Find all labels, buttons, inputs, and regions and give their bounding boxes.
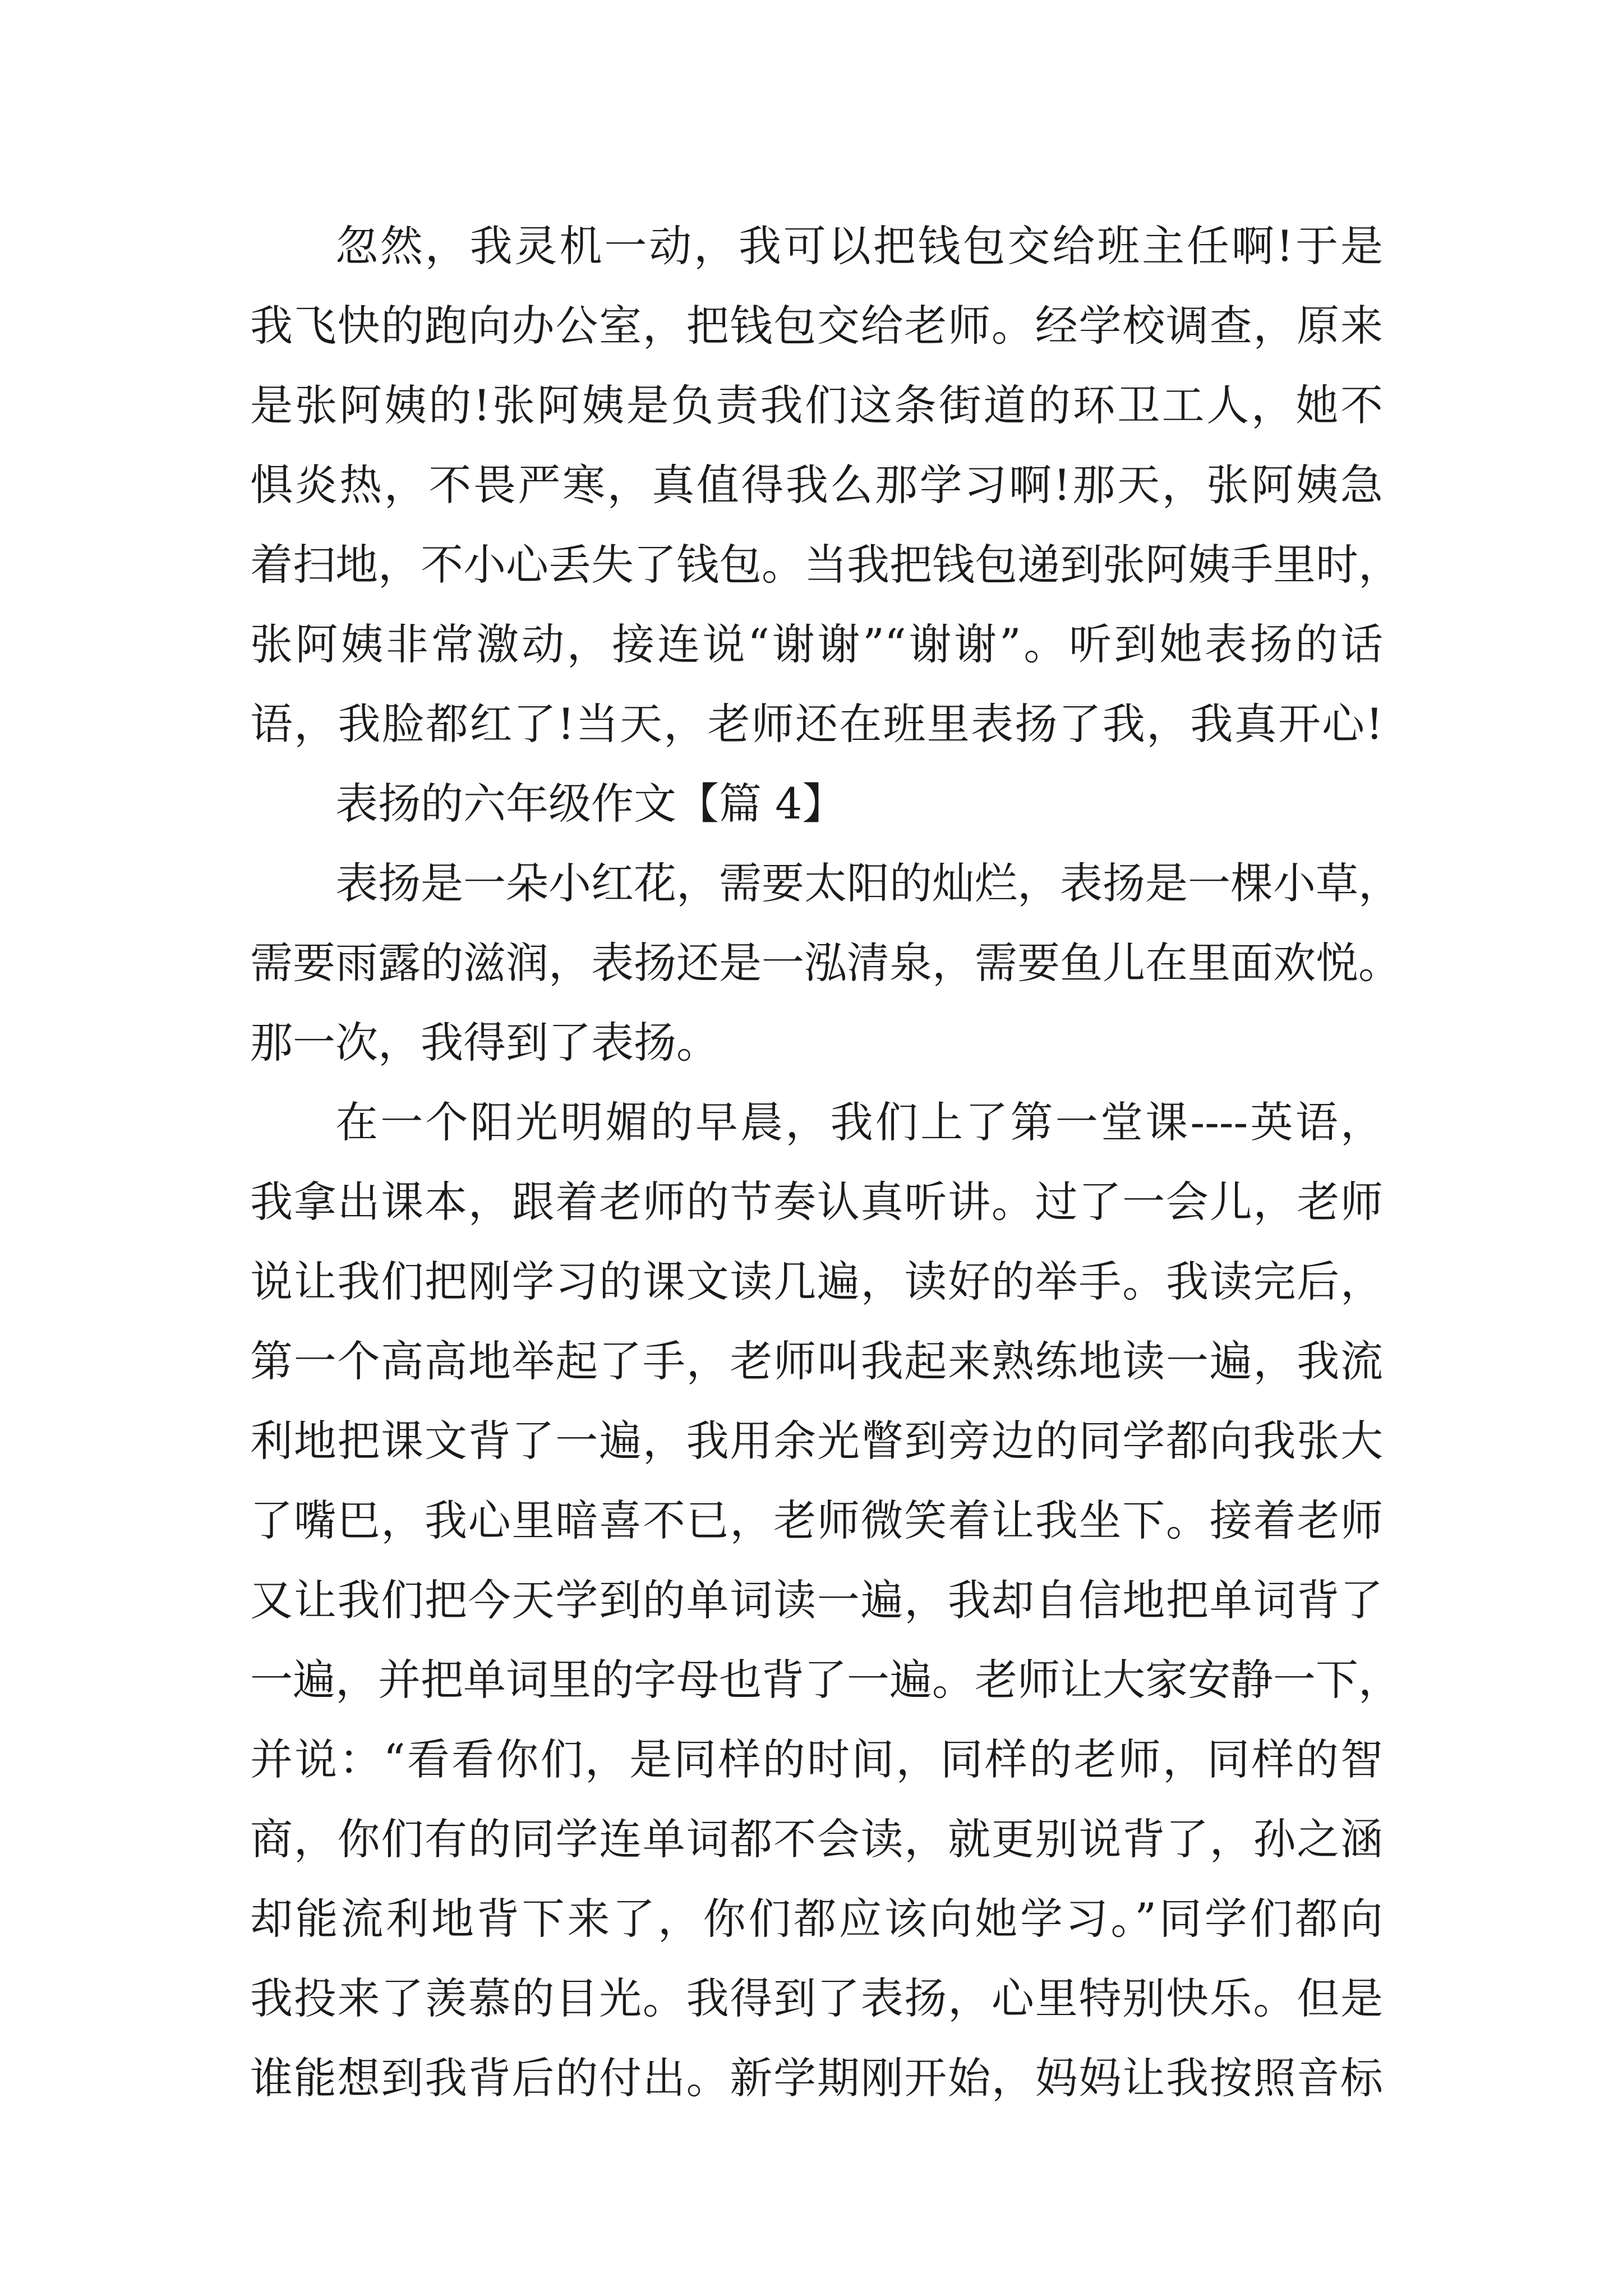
text-line: 利地把课文背了一遍，我用余光瞥到旁边的同学都向我张大 — [250, 1416, 1383, 1466]
text-line: 并说：“看看你们，是同样的时间，同样的老师，同样的智 — [250, 1734, 1383, 1784]
text-line: 商，你们有的同学连单词都不会读，就更别说背了，孙之涵 — [250, 1814, 1383, 1864]
text-line: 却能流利地背下来了，你们都应该向她学习。”同学们都向 — [250, 1894, 1383, 1944]
text-line: 谁能想到我背后的付出。新学期刚开始，妈妈让我按照音标 — [250, 2053, 1383, 2103]
text-line: 我飞快的跑向办公室，把钱包交给老师。经学校调查，原来 — [250, 301, 1383, 351]
text-line: 第一个高高地举起了手，老师叫我起来熟练地读一遍，我流 — [250, 1336, 1383, 1386]
document-body — [250, 206, 1401, 2118]
essay-heading — [250, 764, 1383, 844]
text-line: 我投来了羡慕的目光。我得到了表扬，心里特别快乐。但是 — [250, 1973, 1383, 2023]
text-line: 一遍，并把单词里的字母也背了一遍。老师让大家安静一下， — [250, 1655, 1401, 1705]
text-line: 语，我脸都红了!当天，老师还在班里表扬了我，我真开心! — [250, 699, 1383, 749]
text-line: 惧炎热，不畏严寒，真值得我么那学习啊!那天，张阿姨急 — [250, 460, 1383, 510]
paragraph-english-class — [250, 1083, 1401, 2118]
text-line: 在一个阳光明媚的早晨，我们上了第一堂课----英语， — [335, 1097, 1383, 1147]
text-line: 着扫地，不小心丢失了钱包。当我把钱包递到张阿姨手里时， — [250, 540, 1401, 590]
paragraph-wallet-return — [250, 206, 1401, 764]
text-line: 那一次，我得到了表扬。 — [250, 1018, 719, 1068]
text-line: 忽然，我灵机一动，我可以把钱包交给班主任啊!于是 — [335, 221, 1383, 271]
text-line: 是张阿姨的!张阿姨是负责我们这条街道的环卫工人，她不 — [250, 380, 1383, 430]
text-line: 又让我们把今天学到的单词读一遍，我却自信地把单词背了 — [250, 1575, 1383, 1625]
paragraph-intro — [250, 844, 1401, 1083]
text-line: 需要雨露的滋润，表扬还是一泓清泉，需要鱼儿在里面欢悦。 — [250, 938, 1401, 988]
text-line: 我拿出课本，跟着老师的节奏认真听讲。过了一会儿，老师 — [250, 1177, 1383, 1227]
text-line: 张阿姨非常激动，接连说“谢谢”“谢谢”。听到她表扬的话 — [250, 619, 1383, 669]
text-line: 了嘴巴，我心里暗喜不已，老师微笑着让我坐下。接着老师 — [250, 1496, 1383, 1545]
text-line: 说让我们把刚学习的课文读几遍，读好的举手。我读完后， — [250, 1257, 1383, 1306]
text-line: 表扬是一朵小红花，需要太阳的灿烂，表扬是一棵小草， — [335, 858, 1401, 908]
section-title: 表扬的六年级作文【篇 4】 — [335, 779, 845, 829]
